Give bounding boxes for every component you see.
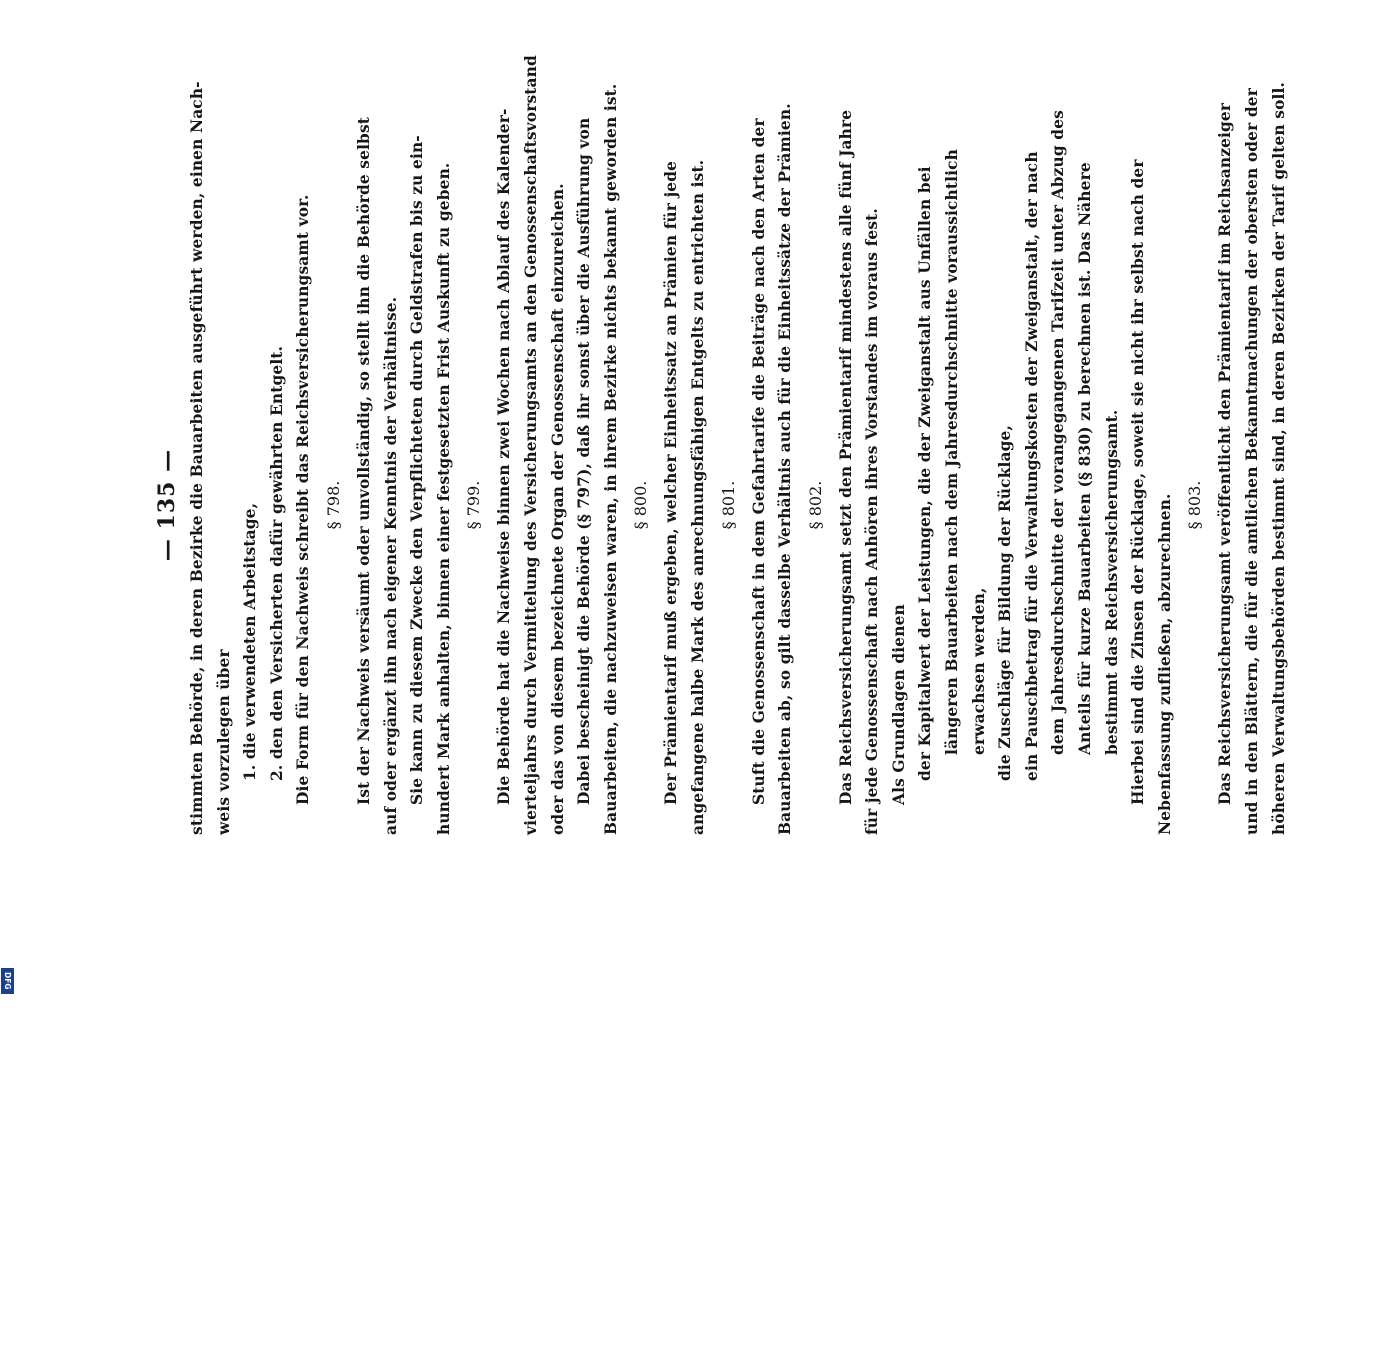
text-line: weis vorzulegen über	[214, 649, 233, 835]
section-heading: § 802.	[805, 480, 825, 530]
section-heading: § 799.	[464, 480, 484, 530]
section-heading: § 803.	[1185, 480, 1205, 530]
text-line: der Kapitalwert der Leistungen, die der Zweiganstalt aus Unfällen bei	[916, 166, 935, 781]
text-line: angefangene halbe Mark des anrechnungsfähigen Entgelts zu entrichten ist.	[688, 159, 707, 835]
text-line: Anteils für kurze Bauarbeiten (§ 830) zu berechnen ist. Das Nähere	[1076, 162, 1095, 755]
text-line: hundert Mark anhalten, binnen einer festgesetzten Frist Auskunft zu geben.	[434, 162, 453, 835]
text-line: stimmten Behörde, in deren Bezirke die Bauarbeiten ausgeführt werden, einen Nach-	[188, 81, 206, 835]
text-line: auf oder ergänzt ihn nach eigener Kenntnis der Verhältnisse.	[381, 296, 400, 835]
dfg-logo: DFG	[1, 968, 14, 994]
text-line: 2. den den Versicherten dafür gewährten Entgelt.	[267, 345, 286, 781]
page-number: — 135 —	[154, 448, 180, 562]
text-line: bestimmt das Reichsversicherungsamt.	[1102, 409, 1121, 755]
text-line: für jede Genossenschaft nach Anhören ihres Vorstandes im voraus fest.	[863, 208, 882, 835]
text-line: Das Reichsversicherungsamt setzt den Prämientarif mindestens alle fünf Jahre	[836, 109, 855, 805]
text-line: Nebenfassung zufließen, abzurechnen.	[1155, 493, 1174, 835]
text-line: ein Pauschbetrag für die Verwaltungskosten der Zweiganstalt, der nach	[1022, 151, 1041, 781]
text-line: Die Form für den Nachweis schreibt das Reichsversicherungsamt vor.	[294, 194, 313, 805]
text-line: die Zuschläge für Bildung der Rücklage,	[996, 425, 1015, 781]
digitization-credit	[0, 600, 14, 994]
text-line: Dabei bescheinigt die Behörde (§ 797), daß ihr sonst über die Ausführung von	[575, 117, 594, 805]
text-line: vierteljahrs durch Vermittelung des Versicherungsamts an den Genossenschaftsvorstand	[521, 55, 540, 835]
text-line: Bauarbeiten ab, so gilt dasselbe Verhältnis auch für die Einheitssätze der Prämien.	[776, 103, 795, 835]
text-line: Sie kann zu diesem Zwecke den Verpflichteten durch Geldstrafen bis zu ein-	[408, 135, 427, 805]
body-text	[184, 55, 1292, 835]
text-line: dem Jahresdurchschnitte der vorangegangenen Tarifzeit unter Abzug des	[1049, 110, 1068, 755]
text-line: Bauarbeiten, die nachzuweisen waren, in ihrem Bezirke nichts bekannt geworden ist.	[601, 83, 620, 835]
section-heading: § 800.	[631, 480, 651, 530]
text-column	[150, 55, 1288, 835]
text-line: und in den Blättern, die für die amtlichen Bekanntmachungen der obersten oder der	[1243, 88, 1261, 835]
text-line: 1. die verwendeten Arbeitstage,	[241, 502, 260, 781]
text-line: erwachsen werden,	[969, 587, 988, 755]
text-line: Ist der Nachweis versäumt oder unvollständig, so stellt ihn die Behörde selbst	[354, 116, 373, 805]
text-line: oder das von diesem bezeichnete Organ der Genossenschaft einzureichen.	[548, 183, 567, 835]
text-line: höheren Verwaltungsbehörden bestimmt sind, in deren Bezirken der Tarif gelten soll.	[1269, 82, 1288, 835]
text-line: Die Behörde hat die Nachweise binnen zwei Wochen nach Ablauf des Kalender-	[495, 108, 514, 805]
text-line: Das Reichsversicherungsamt veröffentlicht den Prämientarif im Reichsanzeiger	[1216, 102, 1235, 805]
text-line: Hierbei sind die Zinsen der Rücklage, soweit sie nicht ihr selbst nach der	[1129, 159, 1148, 805]
text-line: Der Prämientarif muß ergeben, welcher Einheitssatz an Prämien für jede	[662, 160, 681, 805]
text-line: Als Grundlagen dienen	[889, 604, 908, 805]
rotated-text-block	[150, 55, 1288, 835]
section-heading: § 801.	[718, 480, 738, 530]
text-line: längeren Bauarbeiten nach dem Jahresdurchschnitte voraussichtlich	[943, 149, 962, 755]
section-heading: § 798.	[323, 480, 343, 530]
text-line: Stuft die Genossenschaft in dem Gefahrtarife die Beiträge nach den Arten der	[749, 118, 768, 805]
